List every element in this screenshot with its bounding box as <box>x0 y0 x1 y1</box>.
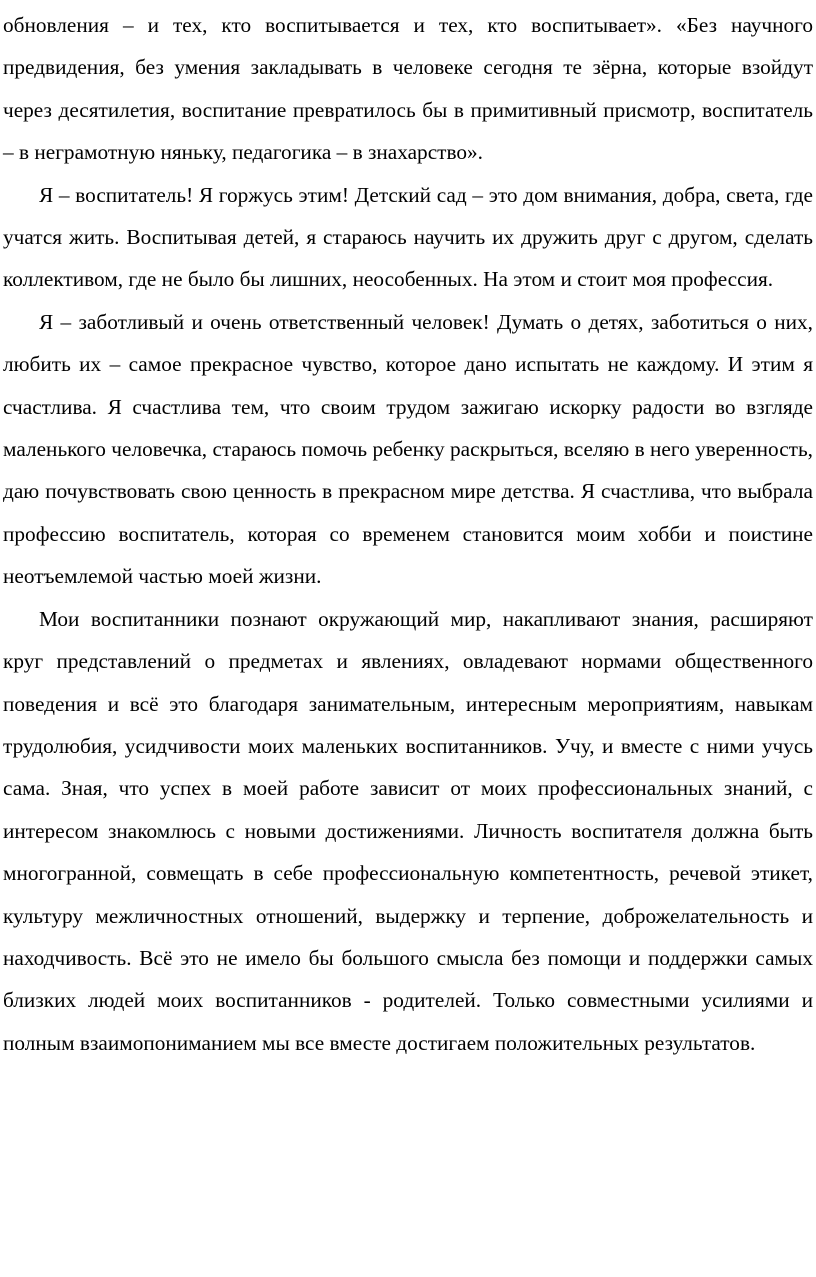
paragraph-educator-pride: Я – воспитатель! Я горжусь этим! Детский сад – это дом внимания, добра, света, где учатся жить. Воспитывая детей, я стараюсь научить их дружить друг с другом, сделать коллективом, где не было бы лишних, неособенных. На этом и стоит моя профессия. <box>3 182 813 292</box>
paragraph-caring-person: Я – заботливый и очень ответственный человек! Думать о детях, заботиться о них, любить их – самое прекрасное чувство, которое дано испытать не каждому. И этим я счастлива. Я счастлива тем, что своим трудом зажигаю искорку радости во взгляде маленького человечка, стараюсь помочь ребенку раскрыться, вселяю в него уверенность, даю почувствовать свою ценность в прекрасном мире детства. Я счастлива, что выбрала профессию воспитатель, которая со временем становится моим хобби и поистине неотъемлемой частью моей жизни. <box>3 309 813 589</box>
paragraph-continuation: обновления – и тех, кто воспитывается и тех, кто воспитывает». «Без научного предвидения, без умения закладывать в человеке сегодня те зёрна, которые взойдут через десятилетия, воспитание превратилось бы в примитивный присмотр, воспитатель – в неграмотную няньку, педагогика – в знахарство». <box>3 13 813 165</box>
paragraph-pupils: Мои воспитанники познают окружающий мир, накапливают знания, расширяют круг представлений о предметах и явлениях, овладевают нормами общественного поведения и всё это благодаря занимательным, интересным мероприятиям, навыкам трудолюбия, усидчивости моих маленьких воспитанников. Учу, и вместе с ними учусь сама. Зная, что успех в моей работе зависит от моих профессиональных знаний, с интересом знакомлюсь с новыми достижениями. Личность воспитателя должна быть многогранной, совмещать в себе профессиональную компетентность, речевой этикет, культуру межличностных отношений, выдержку и терпение, доброжелательность и находчивость. Всё это не имело бы большого смысла без помощи и поддержки самых близких людей моих воспитанников - родителей. Только совместными усилиями и полным взаимопониманием мы все вместе достигаем положительных результатов. <box>3 606 813 1055</box>
